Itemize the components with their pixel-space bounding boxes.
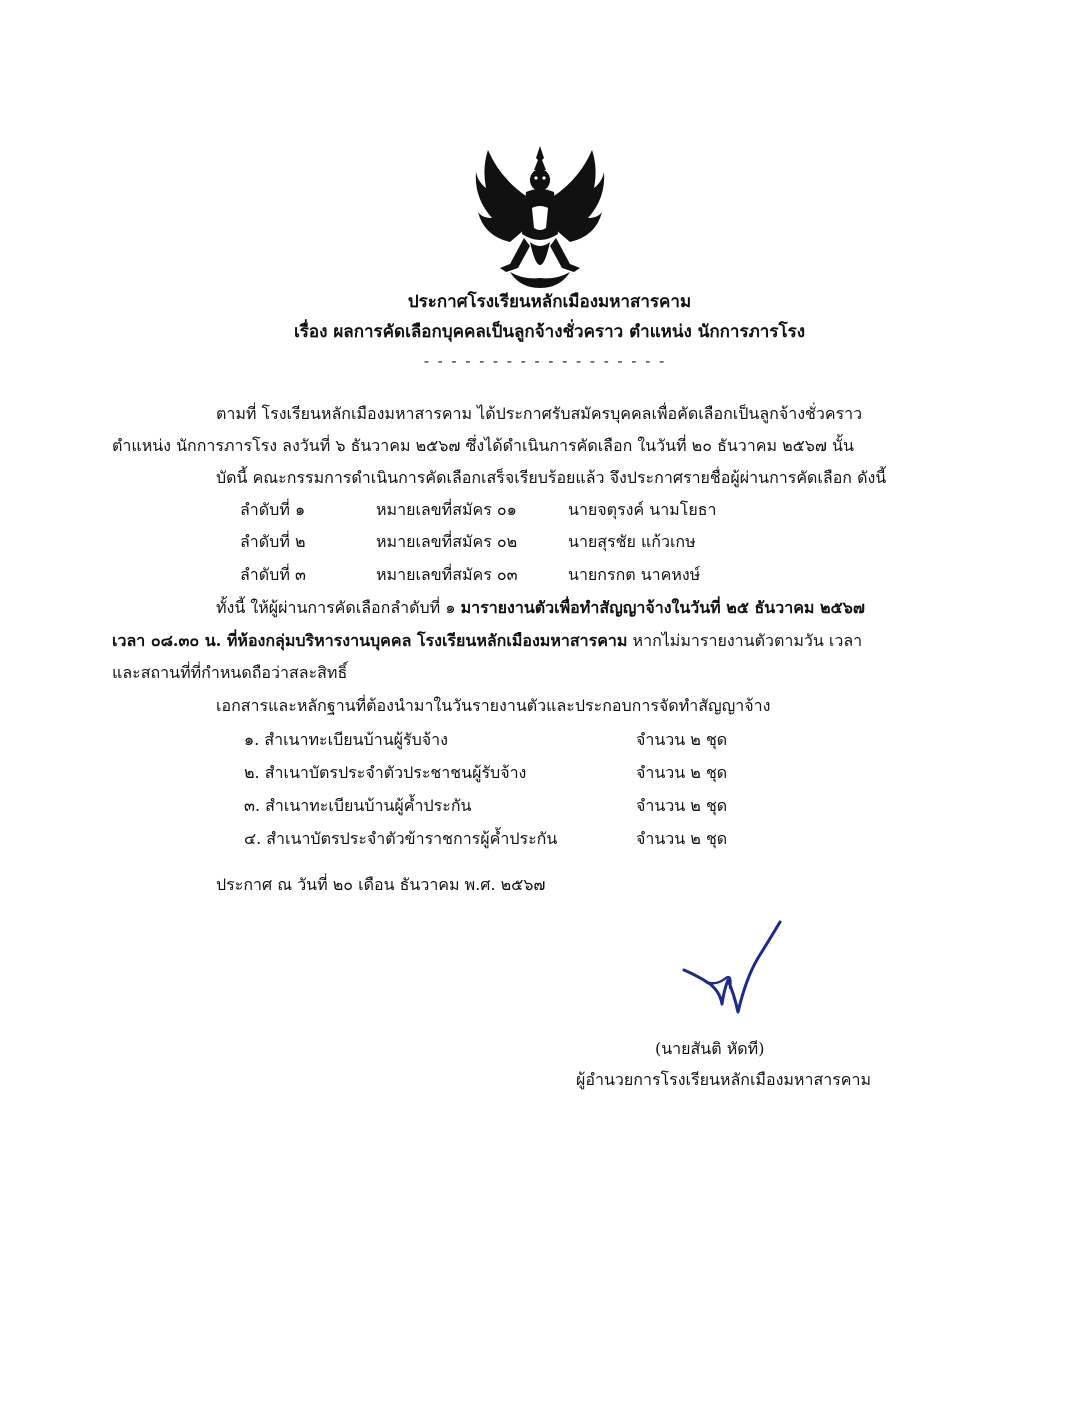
candidate-number: หมายเลขที่สมัคร ๐๒ [376, 532, 518, 551]
candidate-number: หมายเลขที่สมัคร ๐๓ [376, 565, 518, 584]
document-item: ๒. สำเนาบัตรประจำตัวประชาชนผู้รับจ้าง [244, 763, 527, 782]
paragraph-3-line-1-text: ทั้งนี้ ให้ผู้ผ่านการคัดเลือกลำดับที่ ๑ [216, 598, 461, 617]
candidate-name: นายจตุรงค์ นามโยธา [568, 500, 717, 519]
signer-name: (นายสันติ หัดที) [655, 1039, 765, 1058]
document-quantity: จำนวน ๒ ชุด [636, 763, 728, 782]
documents-heading: เอกสารและหลักฐานที่ต้องนำมาในวันรายงานตัวและประกอบการจัดทำสัญญาจ้าง [216, 696, 771, 715]
candidate-number: หมายเลขที่สมัคร ๐๑ [376, 500, 517, 519]
paragraph-1-line-2: ตำแหน่ง นักการภารโรง ลงวันที่ ๖ ธันวาคม ๒๕๖๗ ซึ่งได้ดำเนินการคัดเลือก ในวันที่ ๒๐ ธันวาคม ๒๕๖๗ นั้น [112, 436, 854, 455]
paragraph-3-line-2-text: หากไม่มารายงานตัวตามวัน เวลา [627, 631, 863, 650]
announcement-title: ประกาศโรงเรียนหลักเมืองมหาสารคาม [407, 292, 692, 312]
signature-icon [676, 918, 786, 1028]
candidate-rank: ลำดับที่ ๑ [240, 500, 306, 519]
announcement-date: ประกาศ ณ วันที่ ๒๐ เดือน ธันวาคม พ.ศ. ๒๕๖๗ [216, 875, 546, 894]
candidate-rank: ลำดับที่ ๓ [240, 565, 306, 584]
report-time-place-text: เวลา ๐๘.๓๐ น. ที่ห้องกลุ่มบริหารงานบุคคล โรงเรียนหลักเมืองมหาสารคาม [112, 631, 628, 650]
paragraph-1-line-1: ตามที่ โรงเรียนหลักเมืองมหาสารคาม ได้ประกาศรับสมัครบุคคลเพื่อคัดเลือกเป็นลูกจ้างชั่วคราว [216, 404, 863, 423]
title-divider: - - - - - - - - - - - - - - - - - - [423, 352, 667, 370]
document-quantity: จำนวน ๒ ชุด [636, 829, 728, 848]
announcement-subject: เรื่อง ผลการคัดเลือกบุคคลเป็นลูกจ้างชั่วคราว ตำแหน่ง นักการภารโรง [293, 322, 806, 342]
document-item: ๑. สำเนาทะเบียนบ้านผู้รับจ้าง [244, 730, 448, 749]
signer-position: ผู้อำนวยการโรงเรียนหลักเมืองมหาสารคาม [576, 1070, 872, 1089]
candidate-rank: ลำดับที่ ๒ [240, 532, 306, 551]
report-date-text: มารายงานตัวเพื่อทำสัญญาจ้างในวันที่ ๒๕ ธันวาคม ๒๕๖๗ [460, 598, 865, 617]
candidate-name: นายสุรชัย แก้วเกษ [568, 532, 696, 551]
paragraph-3-line-2 [112, 629, 862, 654]
document-quantity: จำนวน ๒ ชุด [636, 796, 728, 815]
document-quantity: จำนวน ๒ ชุด [636, 730, 728, 749]
paragraph-2: บัดนี้ คณะกรรมการดำเนินการคัดเลือกเสร็จเรียบร้อยแล้ว จึงประกาศรายชื่อผู้ผ่านการคัดเลือก ดังนี้ [216, 468, 887, 487]
document-item: ๔. สำเนาบัตรประจำตัวข้าราชการผู้ค้ำประกัน [244, 829, 558, 848]
document-item: ๓. สำเนาทะเบียนบ้านผู้ค้ำประกัน [244, 796, 472, 815]
candidate-name: นายกรกต นาคหงษ์ [568, 565, 701, 584]
garuda-emblem-icon [470, 138, 610, 290]
paragraph-3-line-3: และสถานที่ที่กำหนดถือว่าสละสิทธิ์ [112, 663, 348, 682]
paragraph-3-line-1 [216, 596, 865, 621]
